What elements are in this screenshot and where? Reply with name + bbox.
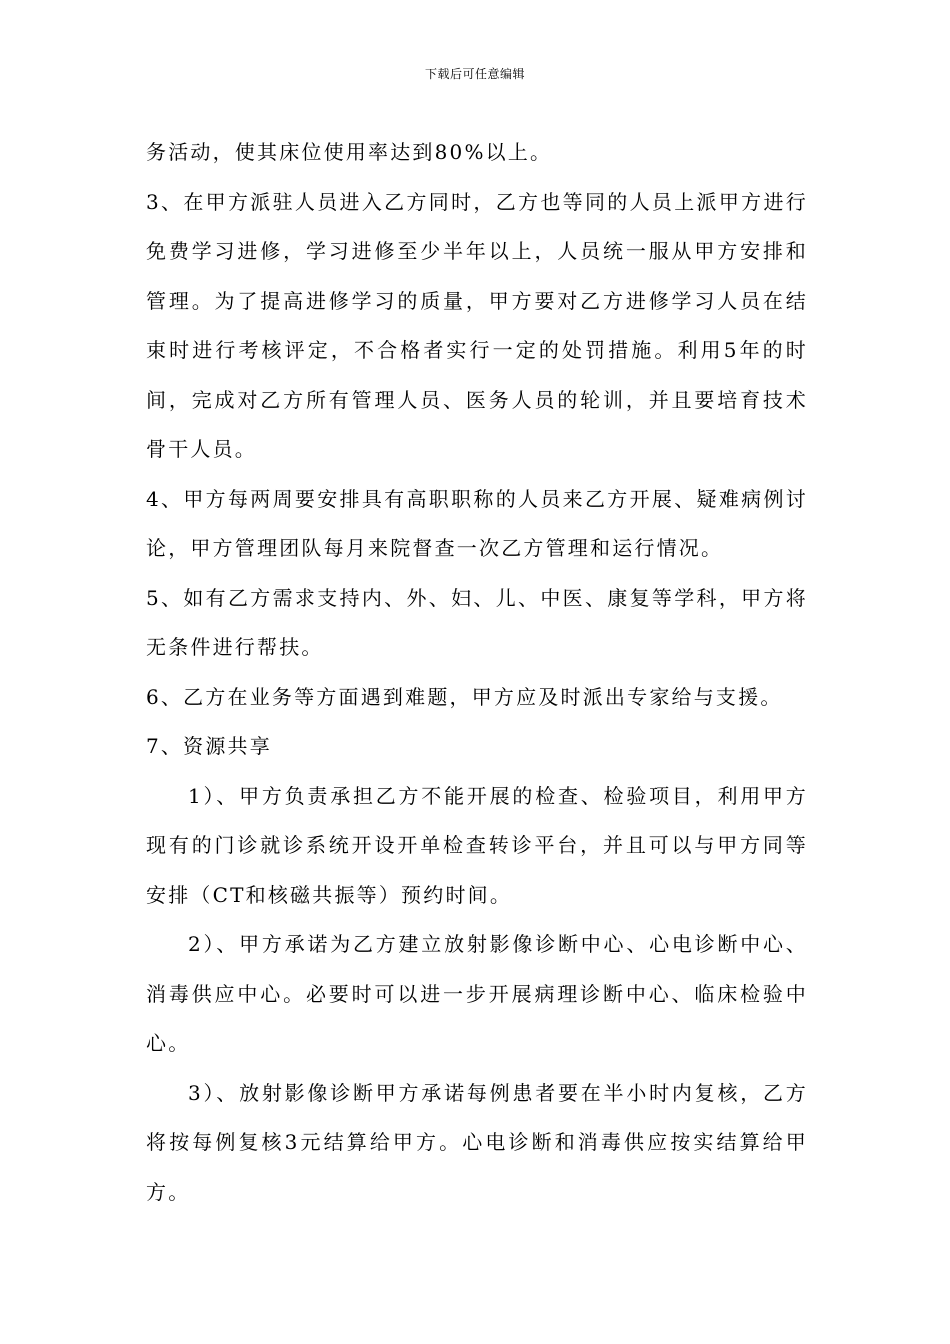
paragraph-item-3: 3、在甲方派驻人员进入乙方同时，乙方也等同的人员上派甲方进行免费学习进修，学习进修至少半年以上，人员统一服从甲方安排和管理。为了提高进修学习的质量，甲方要对乙方进修学习人员在结束时进行考核评定，不合格者实行一定的处罚措施。利用5年的时间，完成对乙方所有管理人员、医务人员的轮训，并且要培育技术骨干人员。 [146,189,808,461]
paragraph-subitem-2: 2）、甲方承诺为乙方建立放射影像诊断中心、心电诊断中心、消毒供应中心。必要时可以进一步开展病理诊断中心、临床检验中心。 [146,932,808,1055]
document-body [146,128,808,1217]
paragraph-item-5: 5、如有乙方需求支持内、外、妇、儿、中医、康复等学科，甲方将无条件进行帮扶。 [146,585,808,659]
paragraph-item-7-heading: 7、资源共享 [146,734,272,758]
paragraph-subitem-3: 3）、放射影像诊断甲方承诺每例患者要在半小时内复核，乙方将按每例复核3元结算给甲方。心电诊断和消毒供应按实结算给甲方。 [146,1080,808,1204]
paragraph-item-6: 6、乙方在业务等方面遇到难题，甲方应及时派出专家给与支援。 [146,684,783,709]
page-header: 下载后可任意编辑 [424,67,525,81]
paragraph-bed-usage: 务活动，使其床位使用率达到80%以上。 [146,140,553,164]
paragraph-item-4: 4、甲方每两周要安排具有高职职称的人员来乙方开展、疑难病例讨论，甲方管理团队每月来院督查一次乙方管理和运行情况。 [146,486,808,560]
paragraph-subitem-1: 1）、甲方负责承担乙方不能开展的检查、检验项目，利用甲方现有的门诊就诊系统开设开单检查转诊平台，并且可以与甲方同等安排（CT和核磁共振等）预约时间。 [146,783,808,907]
